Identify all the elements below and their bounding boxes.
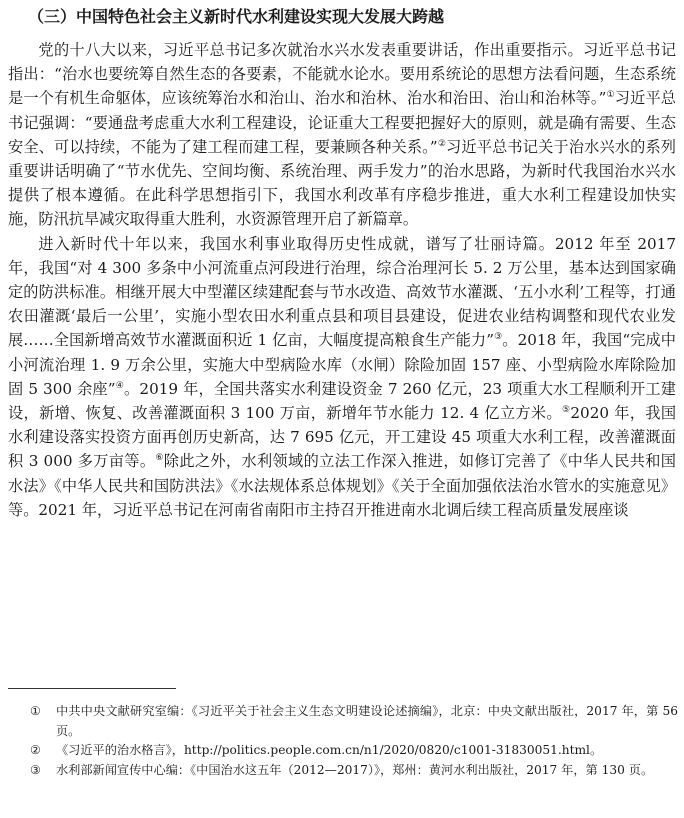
footnote-3 [30, 761, 678, 781]
footnote-1 [30, 702, 678, 741]
footnote-ref[interactable]: ① [606, 90, 615, 101]
footnote-ref[interactable]: ③ [494, 332, 503, 343]
paragraph-text: 除此之外，水利领域的立法工作深入推进，如修订完善了《中华人民共和国水法》《中华人民共和国防洪法》《水法规体系总体规划》《关于全面加强依法治水管水的实施意见》等。2021 年，习近平总书记在河南省南阳市主持召开推进南水北调后续工程高质量发展座谈 [8, 452, 676, 519]
footnote-divider [8, 688, 176, 689]
footnote-2 [30, 741, 678, 761]
paragraph-text: 习近平总书记关于治水兴水的系列重要讲话明确了“节水优先、空间均衡、系统治理、两手发力”的治水思路，为新时代我国治水兴水提供了根本遵循。在此科学思想指引下，我国水利改革有序稳步推进，重大水利工程建设加快实施，防汛抗旱减灾取得重大胜利，水资源管理开启了新篇章。 [8, 137, 676, 229]
paragraph-1 [8, 38, 676, 232]
paragraph-text: 。2019 年，全国共落实水利建设资金 7 260 亿元，23 项重大水工程顺利开工建设，新增、恢复、改善灌溉面积 3 100 万亩，新增年节水能力 12. 4 亿立方米。 [8, 379, 676, 423]
footnote-text: 中共中央文献研究室编：《习近平关于社会主义生态文明建设论述摘编》，北京：中央文献出版社，2017 年，第 56 页。 [56, 704, 678, 738]
footnote-ref[interactable]: ⑤ [561, 404, 571, 415]
footnote-mark: ① [30, 704, 41, 718]
section-heading: （三）中国特色社会主义新时代水利建设实现大发展大跨越 [28, 7, 445, 26]
paragraph-text: 进入新时代十年以来，我国水利事业取得历史性成就，谱写了壮丽诗篇。2012 年至 2017 年，我国“对 4 300 多条中小河流重点河段进行治理，综合治理河长 5. 2 万公里，基本达到国家确定的防洪标准。相继开展大中型灌区续建配套与节水改造、高效节水灌溉、‘五小水利’工程等，打通农田灌溉‘最后一公里’，实施小型农田水利重点县和项目县建设，促进农业结构调整和现代农业发展……全国新增高效节水灌溉面积近 1 亿亩，大幅度提高粮食生产能力” [8, 234, 676, 350]
footnote-ref[interactable]: ② [437, 138, 447, 149]
footnote-text[interactable]: 《习近平的治水格言》，http://politics.people.com.cn/n1/2020/0820/c1001-31830051.html。 [56, 743, 603, 757]
footnote-mark: ③ [30, 762, 41, 777]
footnote-mark: ② [30, 743, 41, 757]
footnotes [30, 702, 678, 780]
paragraph-text: 2020 年，我国水利建设落实投资方面再创历史新高，达 7 695 亿元，开工建设 45 项重大水利工程，改善灌溉面积 3 000 多万亩等。 [8, 404, 677, 471]
paragraph-text: 。2018 年，我国“完成中小河流治理 1. 9 万余公里，实施大中型病险水库（水闸）除险加固 157 座、小型病险水库除险加固 5 300 余座” [8, 331, 676, 398]
paragraph-text: 习近平总书记强调：“要通盘考虑重大水利工程建设，论证重大工程要把握好大的原则，就是确有需要、生态安全、可以持续，不能为了建工程而建工程，要兼顾各种关系。” [8, 89, 676, 156]
paragraph-2 [8, 232, 676, 522]
paragraph-text: 党的十八大以来，习近平总书记多次就治水兴水发表重要讲话，作出重要指示。习近平总书记指出：“治水也要统筹自然生态的各要素，不能就水论水。要用系统论的思想方法看问题，生态系统是一个有机生命躯体，应该统筹治水和治山、治水和治林、治水和治田、治山和治林等。” [8, 41, 676, 108]
footnote-ref[interactable]: ④ [115, 380, 125, 391]
footnote-ref[interactable]: ⑥ [155, 453, 164, 464]
body-text [8, 38, 676, 522]
footnote-text: 水利部新闻宣传中心编：《中国治水这五年（2012—2017）》，郑州：黄河水利出版社，2017 年，第 130 页。 [56, 762, 654, 777]
